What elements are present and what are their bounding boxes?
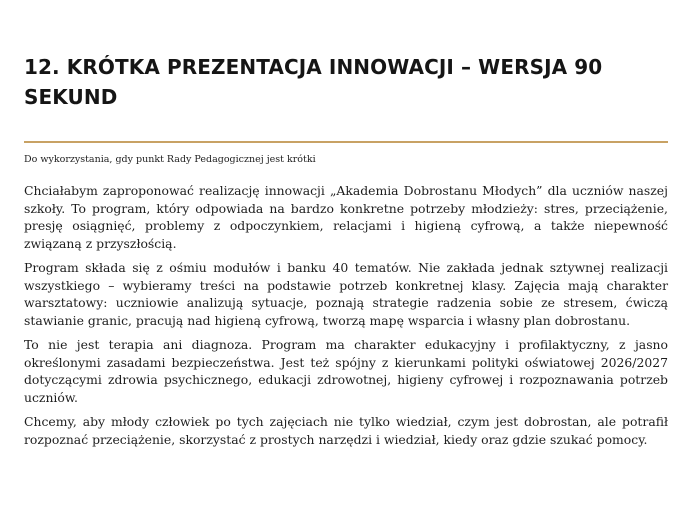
- document-page: [24, 0, 668, 506]
- paragraph-goal: Chcemy, aby młody człowiek po tych zajęciach nie tylko wiedział, czym jest dobrostan, ale potrafił rozpoznać przeciążenie, skorzystać z prostych narzędzi i wiedział, kiedy oraz gdzie szukać pomocy.: [24, 414, 668, 447]
- paragraph-nature: To nie jest terapia ani diagnoza. Program ma charakter edukacyjny i profilaktyczny, z jasno określonymi zasadami bezpieczeństwa. Jest też spójny z kierunkami polityki oświatowej 2026/2027 dotyczącymi zdrowia psychicznego, edukacji zdrowotnej, higieny cyfrowej i rozpoznawania potrzeb uczniów.: [24, 337, 668, 405]
- document-body: [24, 182, 668, 455]
- usage-note: Do wykorzystania, gdy punkt Rady Pedagogicznej jest krótki: [24, 154, 316, 165]
- title-divider: [24, 141, 668, 143]
- paragraph-program: Program składa się z ośmiu modułów i banku 40 tematów. Nie zakłada jednak sztywnej realizacji wszystkiego – wybieramy treści na podstawie potrzeb konkretnej klasy. Zajęcia mają charakter warsztatowy: uczniowie analizują sytuacje, poznają strategie radzenia sobie ze stresem, ćwiczą stawianie granic, pracują nad higieną cyfrową, tworzą mapę wsparcia i własny plan dobrostanu.: [24, 260, 668, 328]
- page-title: 12. KRÓTKA PREZENTACJA INNOWACJI – WERSJA 90 SEKUND: [24, 55, 603, 109]
- paragraph-intro: Chciałabym zaproponować realizację innowacji „Akademia Dobrostanu Młodych” dla uczniów naszej szkoły. To program, który odpowiada na bardzo konkretne potrzeby młodzieży: stres, przeciążenie, presję osiągnięć, problemy z odpoczynkiem, relacjami i higieną cyfrową, a także niepewność związaną z przyszłością.: [24, 183, 668, 251]
